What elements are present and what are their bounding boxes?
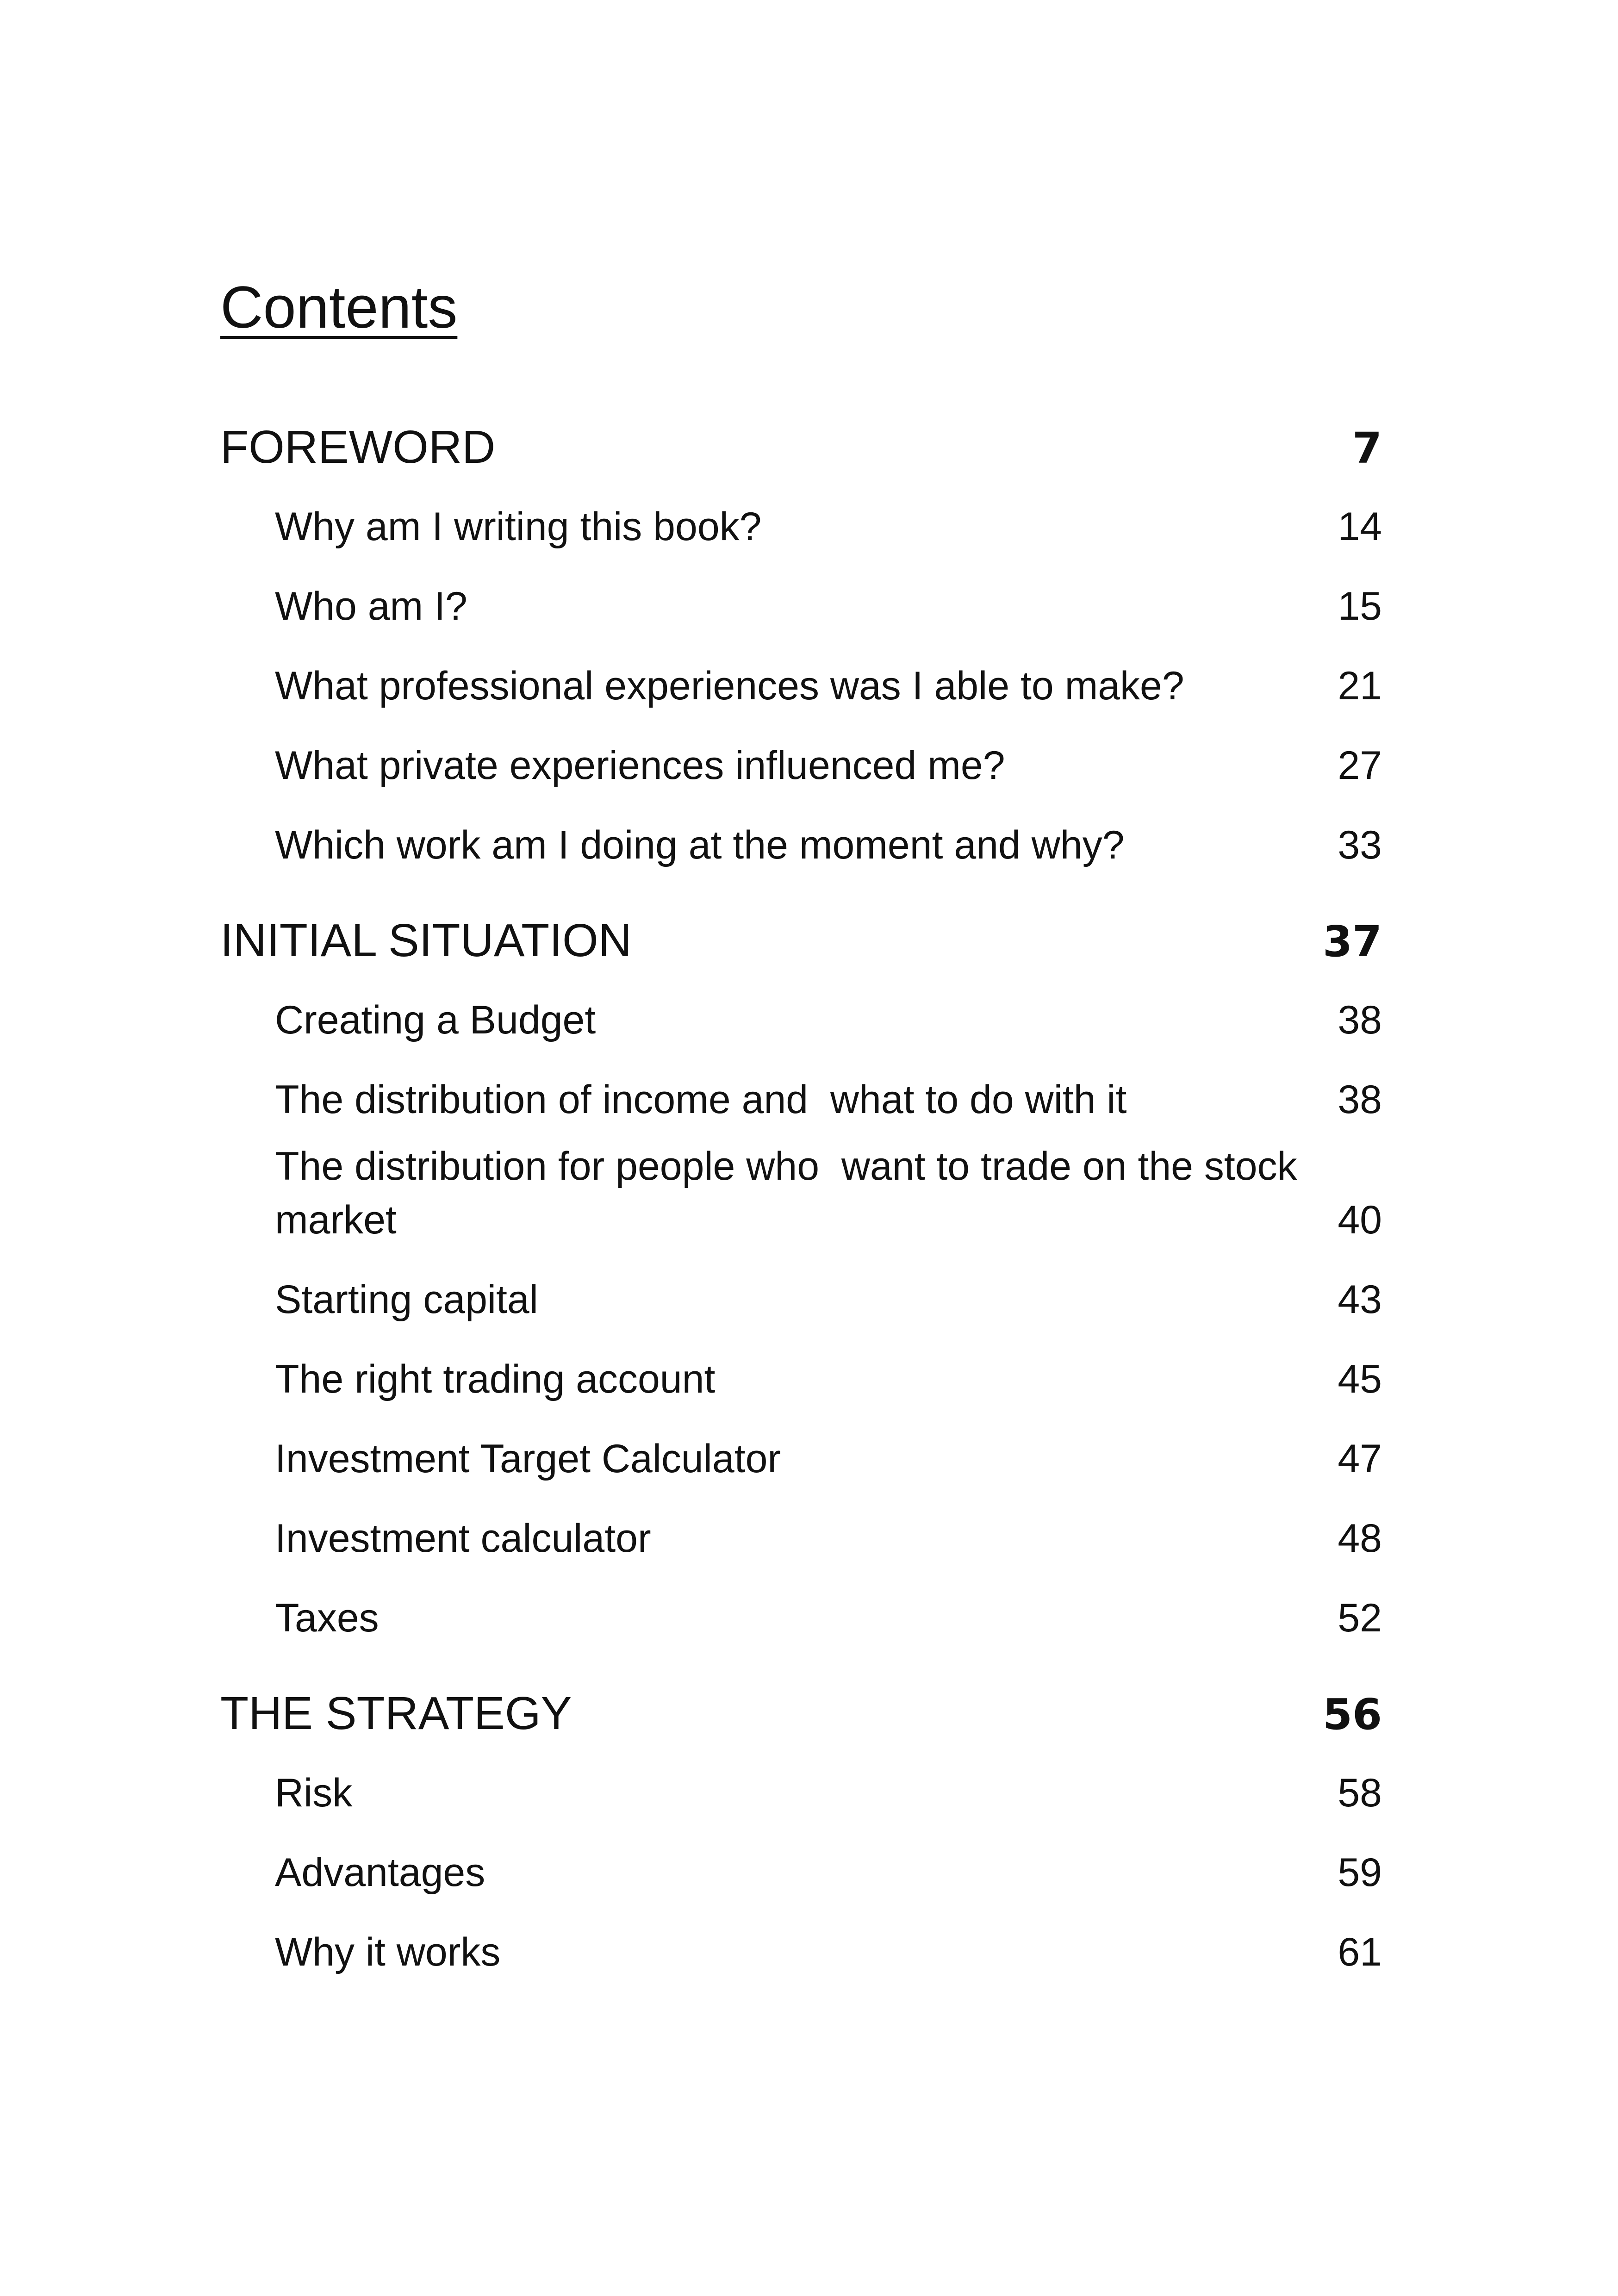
entry-title: Why am I writing this book? <box>275 504 762 549</box>
entry-title: Why it works <box>275 1930 501 1974</box>
entry-title: The distribution for people who want to trade on the stock market <box>275 1144 1308 1242</box>
entry-title: What private experiences influenced me? <box>275 743 1005 788</box>
entry-title: Who am I? <box>275 584 467 628</box>
entry-page-number: 52 <box>1338 1596 1382 1640</box>
toc-entry[interactable] <box>220 1260 1382 1339</box>
toc-entry[interactable] <box>220 1060 1382 1139</box>
entry-title: The right trading account <box>275 1357 716 1401</box>
entry-page-number: 59 <box>1338 1850 1382 1895</box>
entry-page-number: 21 <box>1338 664 1382 708</box>
toc-section-the-strategy <box>220 1674 1382 1992</box>
entry-page-number: 45 <box>1338 1357 1382 1401</box>
toc-section-initial-situation <box>220 901 1382 1658</box>
section-page-number: 37 <box>1322 917 1382 966</box>
entry-title: The distribution of income and what to do with it <box>275 1077 1127 1122</box>
entry-page-number: 43 <box>1338 1277 1382 1322</box>
entry-title: Advantages <box>275 1850 485 1895</box>
entry-title: Investment Target Calculator <box>275 1437 781 1481</box>
entry-title: Risk <box>275 1771 353 1815</box>
toc-entry[interactable] <box>220 1139 1382 1260</box>
table-of-contents <box>220 407 1382 2008</box>
section-title: INITIAL SITUATION <box>220 915 632 966</box>
toc-entry[interactable] <box>220 805 1382 885</box>
toc-entry[interactable] <box>220 487 1382 566</box>
entry-title: Investment calculator <box>275 1516 651 1561</box>
toc-entry[interactable] <box>220 1578 1382 1658</box>
entry-title: What professional experiences was I able to make? <box>275 664 1184 708</box>
entry-page-number: 48 <box>1338 1516 1382 1561</box>
section-heading-row[interactable] <box>220 407 1382 487</box>
section-page-number: 56 <box>1322 1690 1382 1739</box>
entry-page-number: 38 <box>1338 998 1382 1042</box>
section-title: THE STRATEGY <box>220 1687 572 1739</box>
entry-page-number: 47 <box>1338 1437 1382 1481</box>
entry-title: Starting capital <box>275 1277 538 1322</box>
section-heading-row[interactable] <box>220 1674 1382 1753</box>
section-page-number: 7 <box>1352 423 1382 473</box>
toc-entry[interactable] <box>220 1339 1382 1419</box>
toc-entry[interactable] <box>220 1912 1382 1992</box>
entry-page-number: 40 <box>1338 1198 1382 1242</box>
entry-page-number: 33 <box>1338 823 1382 867</box>
toc-entry[interactable] <box>220 566 1382 646</box>
toc-entry[interactable] <box>220 1753 1382 1833</box>
entry-page-number: 14 <box>1338 504 1382 549</box>
entry-page-number: 27 <box>1338 743 1382 788</box>
entry-title: Which work am I doing at the moment and why? <box>275 823 1125 867</box>
toc-section-foreword <box>220 407 1382 885</box>
entry-page-number: 58 <box>1338 1771 1382 1815</box>
toc-entry[interactable] <box>220 1419 1382 1499</box>
toc-entry[interactable] <box>220 1499 1382 1578</box>
entry-page-number: 15 <box>1338 584 1382 628</box>
toc-entry[interactable] <box>220 1833 1382 1912</box>
toc-entry[interactable] <box>220 980 1382 1060</box>
contents-heading: Contents <box>220 274 458 341</box>
section-heading-row[interactable] <box>220 901 1382 980</box>
entry-page-number: 61 <box>1338 1930 1382 1974</box>
toc-entry[interactable] <box>220 646 1382 726</box>
toc-entry[interactable] <box>220 726 1382 805</box>
section-title: FOREWORD <box>220 421 496 473</box>
entry-title: Taxes <box>275 1596 379 1640</box>
entry-title: Creating a Budget <box>275 998 596 1042</box>
entry-page-number: 38 <box>1338 1077 1382 1122</box>
